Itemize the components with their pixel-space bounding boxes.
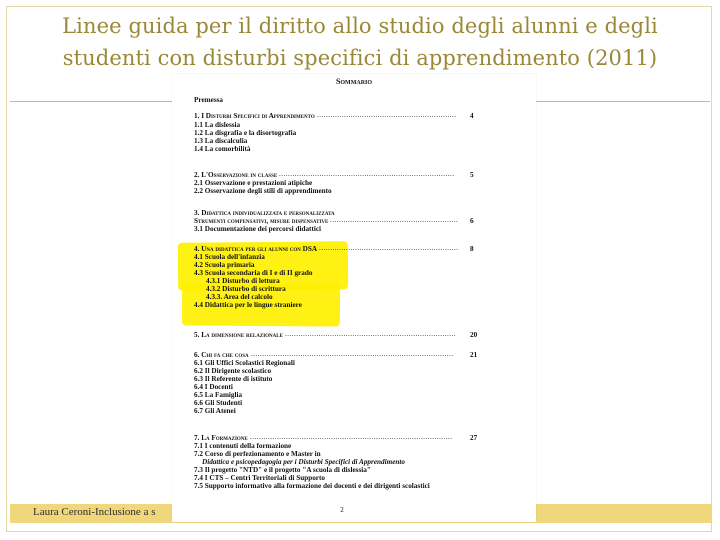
toc-page-number: 20 bbox=[470, 331, 478, 339]
toc-entry: 7.4 I CTS – Centri Territoriali di Supporto bbox=[194, 474, 325, 482]
toc-leader-dots: ......................................................... bbox=[330, 216, 459, 224]
toc-entry: 6.1 Gli Uffici Scolastici Regionali bbox=[194, 359, 295, 367]
toc-page-number: 21 bbox=[470, 351, 478, 359]
footer-author: Laura Ceroni-Inclusione a s bbox=[33, 506, 156, 518]
toc-leader-dots: .............................................................. bbox=[317, 111, 457, 119]
toc-page-number: 8 bbox=[470, 245, 474, 253]
toc-entry: 7.3 Il progetto "NTD" e il progetto "A scuola di dislessia" bbox=[194, 466, 371, 474]
toc-entry: 4.3.1 Disturbo di lettura bbox=[206, 277, 280, 285]
toc-entry: Strumenti compensativi, misure dispensative bbox=[194, 217, 329, 225]
toc-entry: 1.3 La discalculia bbox=[194, 137, 248, 145]
toc-leader-dots: .............................................................................. bbox=[279, 170, 455, 178]
toc-entry: 4. Una didattica per gli alunni con DSA bbox=[194, 245, 318, 253]
toc-entry: 2.1 Osservazione e prestazioni atipiche bbox=[194, 179, 313, 187]
toc-entry: 4.3.3. Area del calcolo bbox=[206, 293, 273, 301]
toc-entry: 4.3.2 Disturbo di scrittura bbox=[206, 285, 286, 293]
toc-entry: Didattica e psicopedagogia per i Disturbi Specifici di Apprendimento bbox=[202, 458, 405, 466]
toc-page-number: 6 bbox=[470, 217, 474, 225]
toc-entry: 6.4 I Docenti bbox=[194, 383, 233, 391]
toc-entry: 3. Didattica individualizzata e personalizzata bbox=[194, 209, 335, 217]
toc-leader-dots: .......................................................................................... bbox=[251, 350, 454, 358]
toc-entry: 4.1 Scuola dell'infanzia bbox=[194, 253, 265, 261]
toc-entry: 4.2 Scuola primaria bbox=[194, 261, 255, 269]
toc-entry: 1.1 La dislessia bbox=[194, 121, 241, 129]
slide-title-line-2: studenti con disturbi specifici di apprendimento (2011) bbox=[62, 46, 658, 70]
toc-entry: 2. L'Osservazione in classe bbox=[194, 171, 278, 179]
toc-page-number: 5 bbox=[470, 171, 474, 179]
toc-leader-dots: ............................................................................ bbox=[285, 330, 456, 338]
document-heading: Sommario bbox=[335, 77, 373, 86]
toc-entry: 6.7 Gli Atenei bbox=[194, 407, 236, 415]
toc-entry: 1. I Disturbi Specifici di Apprendimento bbox=[194, 112, 315, 120]
toc-entry: 4.4 Didattica per le lingue straniere bbox=[194, 301, 302, 309]
toc-entry: 6.6 Gli Studenti bbox=[194, 399, 243, 407]
toc-entry: 1.2 La disgrafia e la disortografia bbox=[194, 129, 297, 137]
toc-page-number: 27 bbox=[470, 434, 478, 442]
toc-entry: 6. Chi fa che cosa bbox=[194, 351, 249, 359]
toc-entry: 6.2 Il Dirigente scolastico bbox=[194, 367, 272, 375]
toc-entry: 2.2 Osservazione degli stili di apprendimento bbox=[194, 187, 332, 195]
toc-entry: 7.5 Supporto informativo alla formazione dei docenti e dei dirigenti scolastici bbox=[194, 482, 430, 490]
toc-entry: 7.1 I contenuti della formazione bbox=[194, 442, 292, 450]
document-page bbox=[172, 74, 536, 522]
toc-entry: Premessa bbox=[194, 96, 224, 104]
toc-entry: 6.5 La Famiglia bbox=[194, 391, 243, 399]
toc-entry: 1.4 La comorbilità bbox=[194, 145, 251, 153]
document-page-number: 2 bbox=[340, 506, 344, 514]
toc-leader-dots: .......................................................................................... bbox=[250, 433, 453, 441]
toc-page-number: 4 bbox=[470, 112, 474, 120]
toc-leader-dots: .............................................................. bbox=[319, 244, 459, 252]
toc-entry: 3.1 Documentazione dei percorsi didattici bbox=[194, 225, 322, 233]
toc-entry: 5. La dimensione relazionale bbox=[194, 331, 283, 339]
toc-entry: 6.3 Il Referente di istituto bbox=[194, 375, 273, 383]
toc-entry: 4.3 Scuola secondaria di I e di II grado bbox=[194, 269, 313, 277]
slide-title-line-1: Linee guida per il diritto allo studio degli alunni e degli bbox=[62, 14, 658, 38]
toc-entry: 7. La Formazione bbox=[194, 434, 248, 442]
toc-entry: 7.2 Corso di perfezionamento e Master in bbox=[194, 450, 321, 458]
